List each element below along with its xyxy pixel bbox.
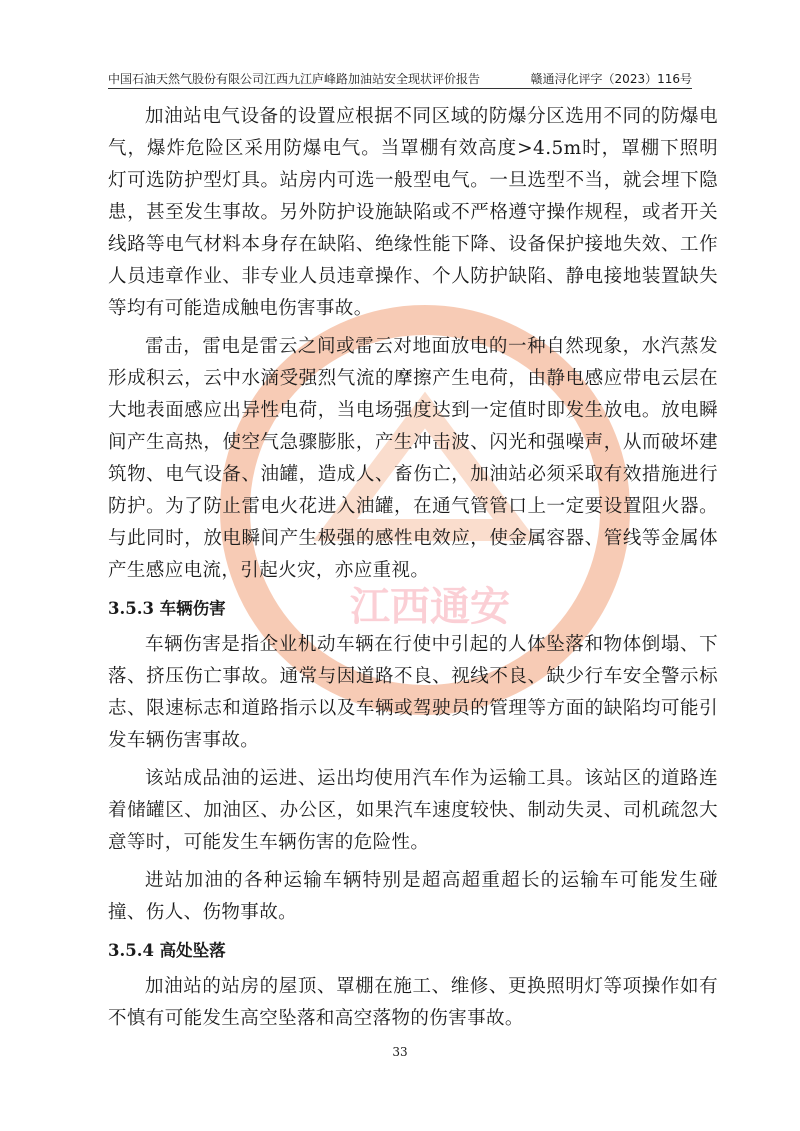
document-number: 赣通浔化评字（2023）116号 (530, 72, 692, 86)
report-title: 中国石油天然气股份有限公司江西九江庐峰路加油站安全现状评价报告 (108, 72, 481, 86)
section-heading-vehicle-injury: 3.5.3 车辆伤害 (108, 599, 226, 618)
paragraph-vehicle-definition: 车辆伤害是指企业机动车辆在行使中引起的人体坠落和物体倒塌、下落、挤压伤亡事故。通常与因道路不良、视线不良、缺少行车安全警示标志、限速标志和道路指示以及车辆或驾驶员的管理等方面的缺陷均可能引发车辆伤害事故。 (108, 634, 718, 751)
section-heading-falling: 3.5.4 高处坠落 (108, 941, 226, 960)
paragraph-electrical-equipment: 加油站电气设备的设置应根据不同区域的防爆分区选用不同的防爆电气，爆炸危险区采用防爆电气。当罩棚有效高度>4.5m时，罩棚下照明灯可选防护型灯具。站房内可选一般型电气。一旦选型不当，就会埋下隐患，甚至发生事故。另外防护设施缺陷或不严格遵守操作规程，或者开关线路等电气材料本身存在缺陷、绝缘性能下降、设备保护接地失效、工作人员违章作业、非专业人员违章操作、个人防护缺陷、静电接地装置缺失等均有可能造成触电伤害事故。 (108, 106, 718, 319)
paragraph-lightning: 雷击，雷电是雷云之间或雷云对地面放电的一种自然现象，水汽蒸发形成积云，云中水滴受强烈气流的摩擦产生电荷，由静电感应带电云层在大地表面感应出异性电荷，当电场强度达到一定值时即发生放电。放电瞬间产生高热，使空气急骤膨胀，产生冲击波、闪光和强噪声，从而破坏建筑物、电气设备、油罐，造成人、畜伤亡，加油站必须采取有效措施进行防护。为了防止雷电火花进入油罐，在通气管管口上一定要设置阻火器。与此同时，放电瞬间产生极强的感性电效应，使金属容器、管线等金属体产生感应电流，引起火灾，亦应重视。 (108, 336, 718, 581)
page-header (108, 66, 692, 89)
page-number: 33 (392, 1045, 408, 1059)
paragraph-vehicle-oversize: 进站加油的各种运输车辆特别是超高超重超长的运输车可能发生碰撞、伤人、伤物事故。 (108, 870, 718, 923)
watermark-text: 江西通安 (350, 584, 510, 630)
paragraph-falling: 加油站的站房的屋顶、罩棚在施工、维修、更换照明灯等项操作如有不慎有可能发生高空坠落和高空落物的伤害事故。 (108, 976, 718, 1029)
document-body (108, 101, 718, 1041)
paragraph-vehicle-transport: 该站成品油的运进、运出均使用汽车作为运输工具。该站区的道路连着储罐区、加油区、办公区，如果汽车速度较快、制动失灵、司机疏忽大意等时，可能发生车辆伤害的危险性。 (108, 768, 718, 853)
